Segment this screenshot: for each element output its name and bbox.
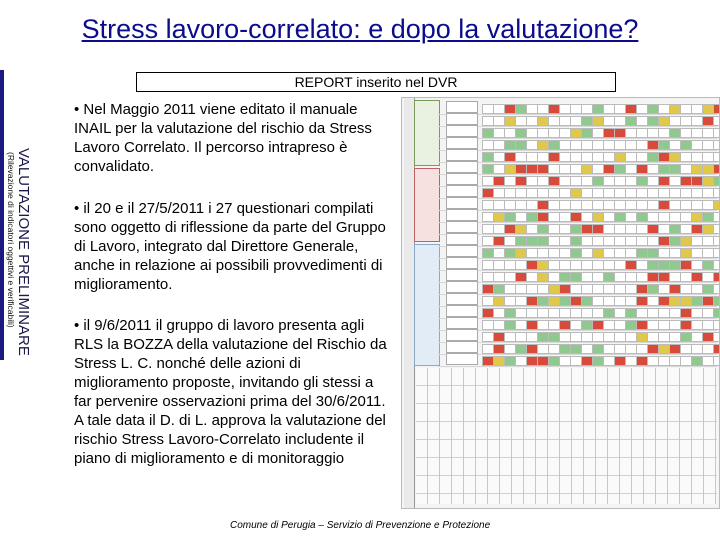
sheet-row-label bbox=[446, 161, 478, 173]
side-title-main: VALUTAZIONE PRELIMINARE bbox=[15, 148, 32, 356]
sheet-row bbox=[438, 354, 717, 367]
footer-credit: Comune di Perugia – Servizio di Prevenzione e Protezione bbox=[230, 520, 491, 531]
sheet-band-red bbox=[414, 168, 440, 242]
sheet-row-label bbox=[446, 209, 478, 221]
sheet-cell bbox=[713, 248, 720, 258]
sheet-band-green bbox=[414, 100, 440, 166]
paragraph-3-continued: A tale data il D. di L. approva la valutazione del rischio Stress Lavoro-Correlato includente il piano di miglioramento e di monitoraggio bbox=[74, 412, 386, 467]
sheet-cell bbox=[713, 128, 720, 138]
sheet-row-label bbox=[446, 221, 478, 233]
sheet-row-label bbox=[446, 101, 478, 113]
sheet-row-label bbox=[446, 293, 478, 305]
sheet-row-label bbox=[446, 173, 478, 185]
sheet-cell bbox=[713, 116, 720, 126]
sheet-cell bbox=[713, 200, 720, 210]
sheet-row-label bbox=[446, 125, 478, 137]
side-title-sub: (Rilevazione di indicatori oggettivi e verificabili) bbox=[6, 152, 16, 328]
sheet-lower-grid bbox=[416, 368, 717, 504]
sheet-cell bbox=[713, 260, 720, 270]
sheet-cell bbox=[713, 332, 720, 342]
report-spreadsheet-image bbox=[401, 97, 720, 509]
sheet-row-label bbox=[446, 317, 478, 329]
sheet-cell bbox=[713, 164, 720, 174]
sheet-row-label bbox=[446, 245, 478, 257]
sheet-band-blue bbox=[414, 244, 440, 366]
sheet-row-label bbox=[446, 233, 478, 245]
paragraph-3: • il 9/6/2011 il gruppo di lavoro presenta agli RLS la BOZZA della valutazione del Rischio da Stress L. C. nonché delle azioni di miglioramento proposte, invitando gli stessi a far pervenire osservazioni prima del 30/6/2011. bbox=[74, 317, 387, 410]
paragraph-2: • il 20 e il 27/5/2011 i 27 questionari compilati sono oggetto di riflessione da parte del Gruppo di Lavoro, integrato dal Direttore Generale, anche in relazione ai possibili provvedimenti di miglioramento. bbox=[74, 200, 386, 293]
sheet-row-label bbox=[446, 113, 478, 125]
sheet-row-label bbox=[446, 281, 478, 293]
sheet-row-label bbox=[446, 341, 478, 353]
sheet-row-label bbox=[446, 197, 478, 209]
sheet-cell bbox=[713, 296, 720, 306]
sheet-row-label bbox=[446, 305, 478, 317]
sheet-cell bbox=[713, 104, 720, 114]
side-bar-accent bbox=[0, 70, 4, 360]
paragraph-1: • Nel Maggio 2011 viene editato il manuale INAIL per la valutazione del rischio da Stress Lavoro Correlato. Il percorso intrapreso è convalidato. bbox=[74, 101, 372, 175]
sheet-row-label bbox=[446, 353, 478, 365]
sheet-row-label bbox=[446, 185, 478, 197]
sheet-cell bbox=[713, 284, 720, 294]
sheet-row-label bbox=[446, 269, 478, 281]
sheet-row-label bbox=[446, 149, 478, 161]
sheet-cell bbox=[713, 356, 720, 366]
sheet-cell bbox=[713, 212, 720, 222]
sheet-row-label bbox=[446, 257, 478, 269]
sheet-cell bbox=[713, 320, 720, 330]
sheet-cell bbox=[713, 272, 720, 282]
side-title bbox=[6, 148, 52, 372]
sheet-cell bbox=[713, 176, 720, 186]
sheet-cell bbox=[713, 152, 720, 162]
sheet-cell bbox=[713, 188, 720, 198]
sheet-cell bbox=[713, 308, 720, 318]
sheet-row-label bbox=[446, 329, 478, 341]
sheet-cell bbox=[713, 224, 720, 234]
report-label: REPORT inserito nel DVR bbox=[136, 72, 616, 92]
sheet-cell bbox=[713, 344, 720, 354]
sheet-cell bbox=[713, 140, 720, 150]
sheet-row-label bbox=[446, 137, 478, 149]
sheet-cell bbox=[713, 236, 720, 246]
page-title: Stress lavoro-correlato: e dopo la valutazione? bbox=[81, 14, 639, 44]
